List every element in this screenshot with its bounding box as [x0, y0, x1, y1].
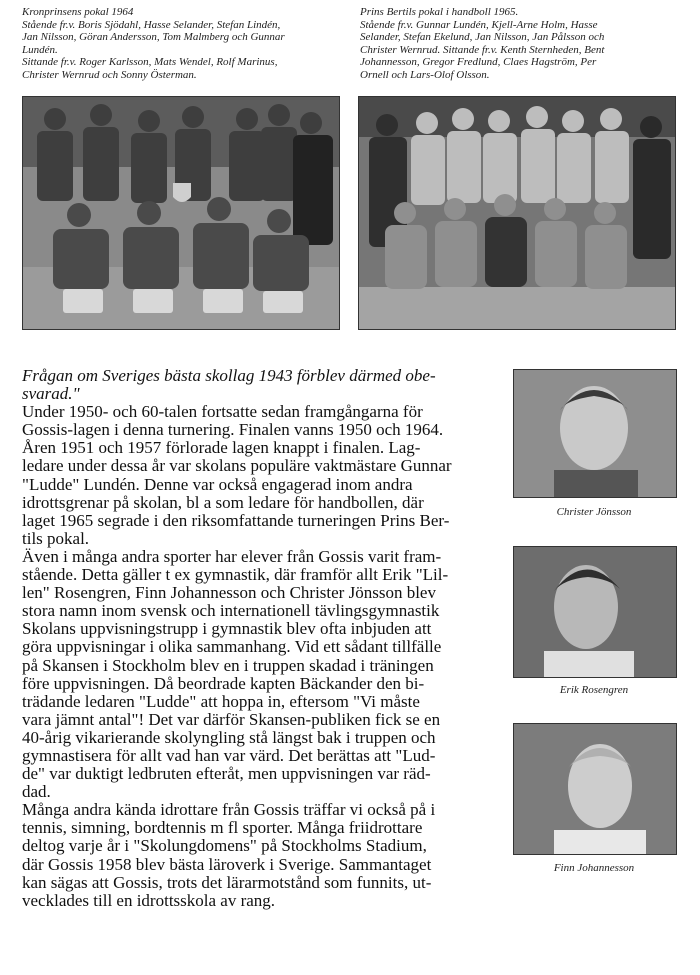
text-line: där Gossis 1958 blev bästa läroverk i Sverige. Sammantaget: [22, 854, 432, 874]
text-line: Även i många andra sporter har elever från Gossis varit fram-: [22, 546, 442, 566]
text-line: idrottsgrenar på skolan, bl a som ledare för handbollen, där: [22, 492, 424, 512]
text-line: på Skansen i Stockholm blev en i truppen skadad i träningen: [22, 655, 434, 675]
text-line: vara jämnt antal"! Det var därför Skansen-publiken fick se en: [22, 709, 441, 729]
portrait-image: [514, 547, 676, 677]
text-line: laget 1965 segrade i den riksomfattande turneringen Prins Ber-: [22, 510, 450, 530]
portrait-image: [514, 370, 676, 497]
caption-line: Kronprinsens pokal 1964: [22, 6, 134, 18]
text-line: deltog varje år i "Skolungdomens" på Stockholms Stadium,: [22, 836, 427, 856]
text-line: Gossis-lagen i denna turnering. Finalen vanns 1950 och 1964.: [22, 420, 444, 440]
paragraph-3: [22, 801, 498, 910]
text-line: stående. Detta gäller t ex gymnastik, där framför allt Erik "Lil-: [22, 565, 449, 585]
text-line: före uppvisningen. Då beordrade kapten Bäckander den bi-: [22, 673, 425, 693]
text-line: vecklades till en idrottsskola av rang.: [22, 890, 276, 910]
caption-line: Stående fr.v. Boris Sjödahl, Hasse Selander, Stefan Lindén,: [22, 18, 281, 31]
trophy-icon: [173, 183, 191, 202]
portrait-photo-christer-jonsson: [513, 369, 677, 498]
text-line: trädande ledaren "Ludde" att hoppa in, eftersom "Vi måste: [22, 691, 420, 711]
caption-line: Stående fr.v. Gunnar Lundén, Kjell-Arne Holm, Hasse: [360, 18, 598, 31]
article-body: [22, 367, 498, 910]
text-line: 40-årig vikarierande skolyngling stå längst bak i truppen och: [22, 727, 436, 747]
lead-quote: [22, 367, 498, 403]
portrait-photo-erik-rosengren: [513, 546, 677, 678]
caption-line: Ornell och Lars-Olof Olsson.: [360, 68, 490, 81]
team-photo-1964-image: [23, 97, 339, 329]
team-photo-1965-image: [359, 97, 675, 329]
text-line: "Ludde" Lundén. Denne var också engagerad inom andra: [22, 474, 413, 494]
text-line: Frågan om Sveriges bästa skollag 1943 förblev därmed obe-: [22, 366, 436, 385]
caption-line: Lundén.: [22, 43, 58, 56]
caption-line: Selander, Stefan Ekelund, Jan Nilsson, Jan Pålsson och: [360, 31, 605, 43]
caption-line: Prins Bertils pokal i handboll 1965.: [360, 6, 519, 18]
paragraph-1: [22, 403, 498, 548]
text-line: svarad.": [22, 384, 80, 404]
caption-line: Johannesson, Gregor Fredlund, Claes Hagström, Per: [360, 56, 597, 68]
portrait-photo-finn-johannesson: [513, 723, 677, 855]
text-line: ledare under dessa år var skolans populäre vaktmästare Gunnar: [22, 456, 452, 476]
portrait-image: [514, 724, 676, 854]
portrait-caption: Erik Rosengren: [559, 684, 629, 696]
text-line: stora namn inom svensk och internationell tävlingsgymnastik: [22, 601, 440, 621]
team-photo-1964: [22, 96, 340, 330]
portrait-caption: Christer Jönsson: [556, 506, 632, 518]
text-line: de" var duktigt ledbruten efteråt, men uppvisningen var räd-: [22, 764, 431, 784]
text-line: dad.: [22, 782, 51, 802]
caption-line: Sittande fr.v. Roger Karlsson, Mats Wendel, Rolf Marinus,: [22, 56, 278, 68]
text-line: tils pokal.: [22, 528, 90, 548]
text-line: len" Rosengren, Finn Johannesson och Christer Jönsson blev: [22, 583, 436, 603]
team-photo-1965: [358, 96, 676, 330]
text-line: kan sägas att Gossis, trots det lärarmotstånd som funnits, ut-: [22, 872, 432, 892]
caption-line: Christer Wernrud och Sonny Österman.: [22, 68, 197, 81]
paragraph-2: [22, 548, 498, 801]
text-line: Skolans uppvisningstrupp i gymnastik blev ofta inbjuden att: [22, 619, 432, 639]
text-line: Åren 1951 och 1957 förlorade lagen knappt i finalen. Lag-: [22, 438, 421, 458]
text-line: göra uppvisningar i olika sammanhang. Vid ett sådant tillfälle: [22, 637, 442, 657]
caption-line: Christer Wernrud. Sittande fr.v. Kenth Sternheden, Bent: [360, 43, 605, 56]
caption-line: Jan Nilsson, Göran Andersson, Tom Malmberg och Gunnar: [22, 31, 285, 43]
text-line: Många andra kända idrottare från Gossis träffar vi också på i: [22, 800, 436, 820]
portrait-caption: Finn Johannesson: [553, 862, 635, 874]
text-line: Under 1950- och 60-talen fortsatte sedan framgångarna för: [22, 402, 423, 422]
photo-caption-1965: [360, 6, 680, 81]
photo-caption-1964: [22, 6, 342, 81]
text-line: gymnastisera för allt vad han var värd. Det berättas att "Lud-: [22, 745, 436, 765]
text-line: tennis, simning, bordtennis m fl sporter. Många friidrottare: [22, 818, 423, 838]
